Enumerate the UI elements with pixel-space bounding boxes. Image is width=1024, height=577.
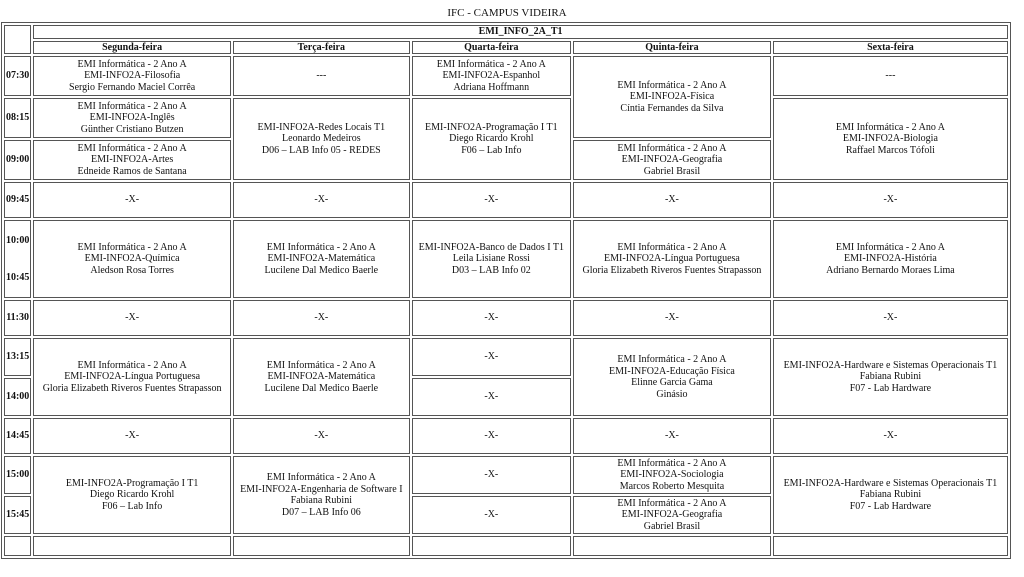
free-slot: -X-	[412, 456, 571, 494]
class-slot[interactable]	[33, 98, 231, 138]
time-row	[4, 300, 1008, 336]
free-slot: -X-	[773, 300, 1008, 336]
class-slot[interactable]	[33, 140, 231, 180]
time-label: 07:30	[4, 56, 31, 96]
slot-line: Cíntia Fernandes da Silva	[620, 102, 724, 114]
slot-line: EMI-INFO2A-Língua Portuguesa	[604, 253, 740, 265]
slot-line: EMI-INFO2A-Programação I T1	[425, 121, 558, 133]
slot-line: EMI-INFO2A-Língua Portuguesa	[64, 371, 201, 383]
free-slot: -X-	[412, 338, 571, 376]
slot-line: EMI Informática - 2 Ano A	[436, 58, 546, 70]
slot-line: Aledson Rosa Torres	[90, 264, 174, 276]
schedule-table	[1, 22, 1011, 559]
day-header-friday: Sexta-feira	[773, 41, 1008, 55]
day-header-row	[4, 41, 1008, 55]
class-slot[interactable]	[233, 456, 410, 534]
class-slot[interactable]	[573, 140, 771, 180]
slot-line: D07 – LAB Info 06	[281, 506, 361, 518]
slot-line: EMI-INFO2A-Banco de Dados I T1	[418, 241, 564, 253]
time-label: 09:45	[4, 182, 31, 218]
time-label	[4, 536, 31, 556]
class-slot[interactable]	[233, 220, 410, 298]
slot-line: EMI Informática - 2 Ano A	[617, 241, 727, 253]
time-row	[4, 220, 1008, 298]
class-slot[interactable]	[573, 496, 771, 534]
free-slot: -X-	[33, 300, 231, 336]
slot-line: Elinne Garcia Gama	[631, 377, 713, 388]
slot-line: Fabiana Rubini	[859, 371, 922, 383]
slot-line: EMI Informática - 2 Ano A	[617, 497, 727, 509]
slot-line: Gloria Elizabeth Riveros Fuentes Strapasson	[42, 382, 222, 394]
time-label: 09:00	[4, 140, 31, 180]
slot-line: EMI Informática - 2 Ano A	[77, 100, 187, 112]
slot-line: EMI Informática - 2 Ano A	[617, 79, 727, 91]
slot-line: Lucilene Dal Medico Baerle	[264, 382, 379, 394]
time-row	[4, 456, 1008, 494]
slot-line: Ginásio	[656, 388, 688, 400]
slot-line: Diego Ricardo Krohl	[449, 133, 534, 145]
slot-line: EMI Informática - 2 Ano A	[835, 241, 945, 253]
slot-line: Edneide Ramos de Santana	[77, 165, 187, 177]
slot-line: F06 – Lab Info	[461, 144, 522, 156]
slot-line: Adriano Bernardo Moraes Lima	[826, 264, 955, 276]
slot-line: EMI-INFO2A-História	[844, 253, 937, 265]
class-slot	[773, 536, 1008, 556]
free-slot: -X-	[233, 182, 410, 218]
time-row	[4, 338, 1008, 376]
slot-line: F07 - Lab Hardware	[849, 500, 932, 512]
class-title: EMI_INFO_2A_T1	[33, 25, 1008, 39]
day-header-thursday: Quinta-feira	[573, 41, 771, 55]
free-slot: -X-	[33, 418, 231, 454]
slot-line: EMI-INFO2A-Artes	[91, 154, 174, 166]
slot-line: Marcos Roberto Mesquita	[619, 480, 725, 492]
class-slot[interactable]	[573, 56, 771, 138]
class-title-row	[4, 25, 1008, 39]
slot-line: EMI-INFO2A-Hardware e Sistemas Operacionais T1	[783, 359, 998, 371]
time-row	[4, 56, 1008, 96]
time-label: 13:15	[4, 338, 31, 376]
slot-line: EMI-INFO2A-Matemática	[267, 371, 376, 383]
class-slot	[233, 536, 410, 556]
slot-line: Diego Ricardo Krohl	[89, 489, 175, 501]
class-slot[interactable]	[33, 338, 231, 416]
time-row	[4, 536, 1008, 556]
class-slot[interactable]	[412, 98, 571, 180]
class-slot	[33, 536, 231, 556]
day-header-wednesday: Quarta-feira	[412, 41, 571, 55]
slot-line: EMI-INFO2A-Inglês	[89, 112, 175, 124]
free-slot: -X-	[412, 496, 571, 534]
time-row	[4, 182, 1008, 218]
slot-line: Leila Lisiane Rossi	[452, 253, 530, 265]
slot-line: Gloria Elizabeth Riveros Fuentes Strapasson	[582, 264, 762, 276]
class-slot[interactable]	[773, 338, 1008, 416]
time-row	[4, 418, 1008, 454]
free-slot: -X-	[773, 418, 1008, 454]
slot-line: EMI Informática - 2 Ano A	[617, 142, 727, 154]
slot-line: Fabiana Rubini	[290, 495, 352, 506]
free-slot: -X-	[412, 418, 571, 454]
slot-line: EMI-INFO2A-Química	[84, 253, 180, 265]
time-label-1045: 10:45	[6, 272, 30, 283]
slot-line: EMI Informática - 2 Ano A	[77, 58, 187, 70]
slot-line: EMI Informática - 2 Ano A	[266, 359, 376, 371]
slot-line: EMI-INFO2A-Biologia	[842, 133, 938, 145]
time-label: 15:00	[4, 456, 31, 494]
time-row	[4, 98, 1008, 138]
slot-line: Fabiana Rubini	[859, 489, 922, 501]
class-slot[interactable]	[573, 338, 771, 416]
empty-slot: ---	[233, 56, 410, 96]
slot-line: EMI Informática - 2 Ano A	[77, 241, 187, 253]
slot-line: EMI Informática - 2 Ano A	[266, 241, 376, 253]
time-label: 14:45	[4, 418, 31, 454]
free-slot: -X-	[412, 300, 571, 336]
class-slot[interactable]	[412, 56, 571, 96]
free-slot: -X-	[412, 182, 571, 218]
class-slot[interactable]	[773, 456, 1008, 534]
slot-line: Sergio Fernando Maciel Corrêa	[69, 81, 196, 93]
class-slot[interactable]	[773, 98, 1008, 180]
slot-line: EMI-INFO2A-Física	[629, 91, 715, 103]
class-slot[interactable]	[233, 98, 410, 180]
slot-line: Adriana Hoffmann	[453, 81, 530, 93]
slot-line: EMI-INFO2A-Filosofia	[84, 70, 181, 82]
class-slot[interactable]	[233, 338, 410, 416]
slot-line: EMI-INFO2A-Educação Física	[609, 365, 735, 377]
slot-line: Raffael Marcos Tófoli	[845, 144, 935, 156]
empty-slot: ---	[773, 56, 1008, 96]
class-slot[interactable]	[33, 56, 231, 96]
free-slot: -X-	[412, 378, 571, 416]
corner-cell	[4, 25, 31, 54]
slot-line: EMI-INFO2A-Matemática	[267, 253, 376, 265]
slot-line: Gabriel Brasil	[643, 520, 701, 532]
time-label: 08:15	[4, 98, 31, 138]
class-slot[interactable]	[33, 220, 231, 298]
time-label-1000: 10:00	[6, 235, 30, 246]
slot-line: EMI Informática - 2 Ano A	[617, 457, 727, 469]
slot-line: Leonardo Medeiros	[282, 133, 361, 145]
slot-line: Günther Cristiano Butzen	[80, 123, 184, 135]
slot-line: Lucilene Dal Medico Baerle	[264, 264, 379, 276]
free-slot: -X-	[573, 182, 771, 218]
slot-line: EMI Informática - 2 Ano A	[77, 142, 187, 154]
time-label	[4, 220, 31, 298]
free-slot: -X-	[773, 182, 1008, 218]
page-title: IFC - CAMPUS VIDEIRA	[447, 7, 567, 19]
time-label: 15:45	[4, 496, 31, 534]
slot-line: EMI-INFO2A-Engenharia de Software I	[240, 483, 403, 495]
slot-line: EMI-INFO2A-Redes Locais T1	[257, 121, 386, 133]
slot-line: EMI Informática - 2 Ano A	[266, 472, 376, 483]
slot-line: D06 – LAB Info 05 - REDES	[261, 144, 381, 156]
class-slot	[573, 536, 771, 556]
slot-line: EMI-INFO2A-Geografia	[621, 509, 723, 521]
slot-line: EMI-INFO2A-Sociologia	[620, 469, 724, 481]
slot-line: Gabriel Brasil	[643, 165, 701, 177]
slot-line: EMI-INFO2A-Espanhol	[442, 70, 541, 82]
free-slot: -X-	[33, 182, 231, 218]
slot-line: D03 – LAB Info 02	[451, 264, 531, 276]
day-header-tuesday: Terça-feira	[233, 41, 410, 55]
free-slot: -X-	[233, 300, 410, 336]
slot-line: EMI-INFO2A-Geografia	[621, 154, 723, 166]
slot-line: F06 – Lab Info	[101, 500, 163, 512]
time-label: 11:30	[4, 300, 31, 336]
slot-line: EMI Informática - 2 Ano A	[617, 354, 727, 365]
slot-line: EMI Informática - 2 Ano A	[835, 121, 945, 133]
class-slot	[412, 536, 571, 556]
class-slot[interactable]	[33, 456, 231, 534]
free-slot: -X-	[233, 418, 410, 454]
time-label: 14:00	[4, 378, 31, 416]
slot-line: EMI Informática - 2 Ano A	[77, 359, 187, 371]
class-slot[interactable]	[412, 220, 571, 298]
slot-line: EMI-INFO2A-Hardware e Sistemas Operacionais T1	[783, 477, 998, 489]
class-slot[interactable]	[773, 220, 1008, 298]
class-slot[interactable]	[573, 220, 771, 298]
free-slot: -X-	[573, 300, 771, 336]
class-slot[interactable]	[573, 456, 771, 494]
slot-line: EMI-INFO2A-Programação I T1	[65, 477, 199, 489]
day-header-monday: Segunda-feira	[33, 41, 231, 55]
slot-line: F07 - Lab Hardware	[849, 382, 932, 394]
free-slot: -X-	[573, 418, 771, 454]
